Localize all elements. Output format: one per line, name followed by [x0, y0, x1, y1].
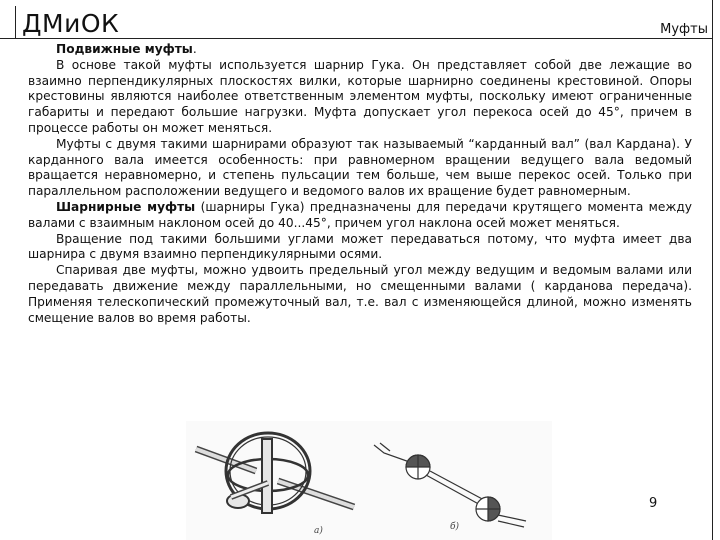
- right-border: [712, 0, 713, 540]
- coupling-illustration: [186, 421, 552, 540]
- heading-tail: .: [192, 42, 197, 56]
- hinge-couplings-text: (шарниры Гука) предназначены для передачи крутящего момента между валами с взаимным наклоном осей до 40...45°, причем угол наклона осей может меняться.: [28, 199, 692, 230]
- slide-topic: Муфты: [660, 22, 708, 37]
- coupling-drawing: [186, 421, 552, 540]
- term-hinge-couplings: Шарнирные муфты: [56, 199, 196, 214]
- figure-b-label: б): [450, 522, 460, 532]
- slide-body: [28, 42, 692, 326]
- header-divider: [0, 38, 712, 39]
- figure-b-cardan-schematic: [374, 443, 526, 527]
- paragraph-heading: [28, 42, 692, 58]
- paragraph-hinge-couplings: [28, 200, 692, 232]
- slide-title: ДМиОК: [22, 9, 120, 38]
- paragraph-cardan-shaft: Муфты с двумя такими шарнирами образуют так называемый “карданный вал” (вал Кардана). У карданного вала имеется особенность: при равномерном вращении ведущего вала ведомый вращается неравномерно, и степень пульсации тем больше, чем выше перекос осей. Только при параллельном расположении ведущего и ведомого валов их вращение будет равномерным.: [28, 136, 692, 199]
- figure-a-universal-joint: [196, 433, 354, 513]
- section-heading: Подвижные муфты: [56, 42, 193, 56]
- paragraph-hooke-joint: В основе такой муфты используется шарнир Гука. Он представляет собой две лежащие во взаимно перпендикулярных плоскостях вилки, которые шарнирно соединены крестовиной. Опоры крестовины являются наиболее ответственным элементом муфты, поскольку имеют ограниченные габариты и передают большие нагрузки. Муфта допускает угол перекоса осей до 45°, причем в процессе работы он может меняться.: [28, 57, 692, 135]
- frame-left-stub: [15, 6, 16, 38]
- paragraph-paired-couplings: Спаривая две муфты, можно удвоить предельный угол между ведущим и ведомым валами или передавать движение между параллельными, но смещенными валами ( карданова передача). Применяя телескопический промежуточный вал, т.е. вал с изменяющейся длиной, можно изменять смещение валов во время работы.: [28, 263, 692, 325]
- page-number: 9: [649, 496, 658, 511]
- paragraph-two-hinges: Вращение под такими большими углами может передаваться потому, что муфта имеет два шарнира с двумя взаимно перпендикулярными осями.: [28, 231, 692, 262]
- figure-a-label: а): [314, 526, 323, 536]
